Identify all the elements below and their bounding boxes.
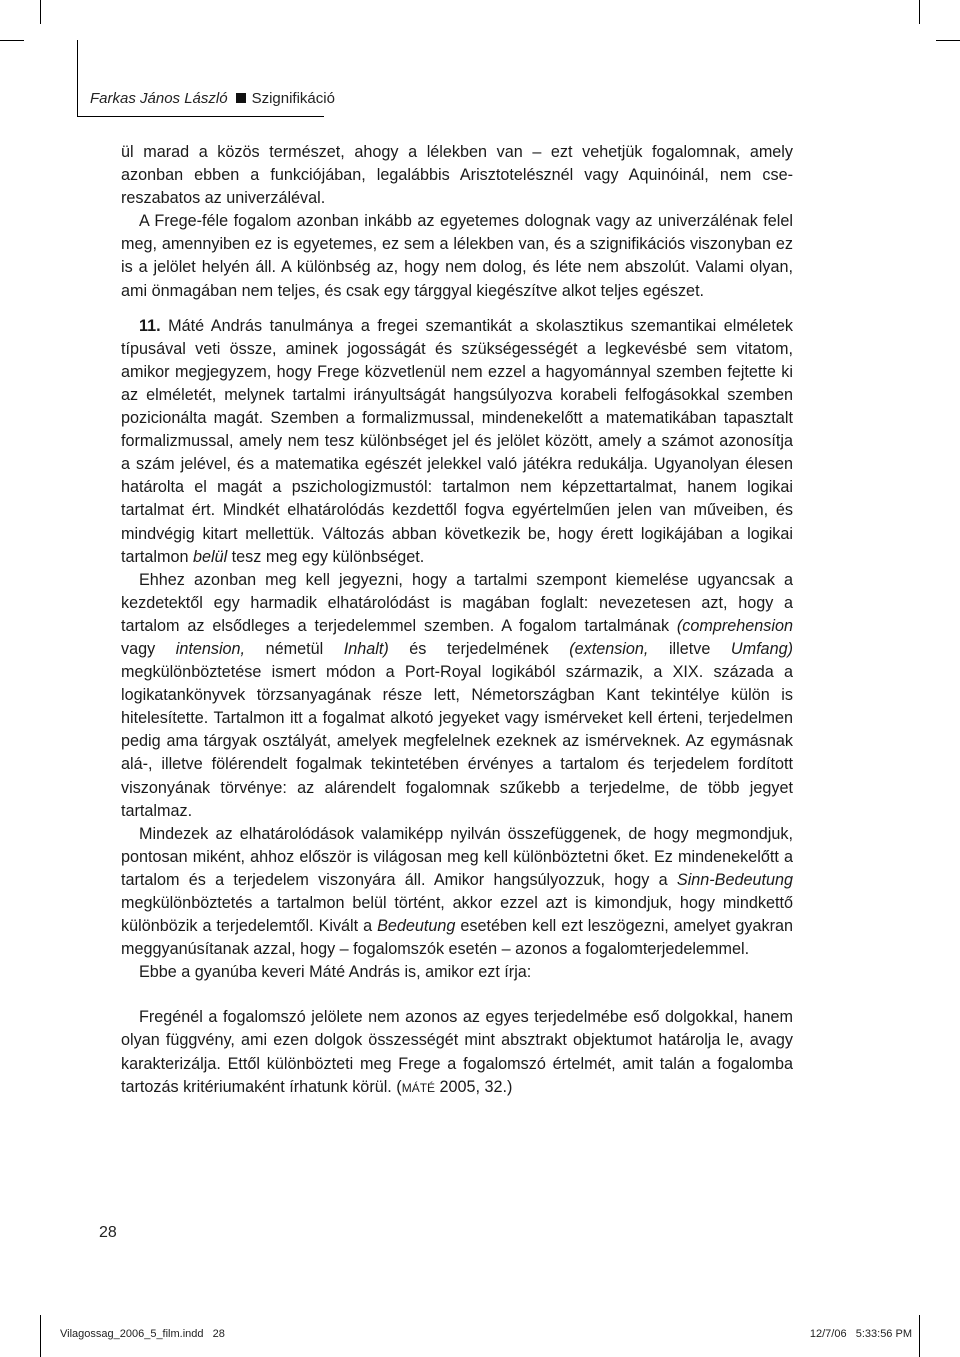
crop-mark-top-right-v — [919, 0, 920, 24]
term-inhalt: Inhalt) — [343, 639, 389, 658]
paragraph-4-text-e: illetve — [648, 639, 731, 658]
paragraph-11 — [121, 315, 793, 569]
running-header — [90, 90, 335, 107]
footer-date-info: 12/7/06 5:33:56 PM — [809, 1328, 912, 1340]
crop-mark-top-left-v — [40, 0, 41, 24]
header-topic: Szignifikáció — [251, 90, 335, 107]
page-number: 28 — [99, 1224, 117, 1241]
term-intension: intension, — [175, 639, 246, 658]
paragraph-5-text-a: Mindezek az elhatárolódások valamiképp nyilván összefüggenek, de hogy megmondjuk, pontosan miként, ahhoz először is világosan meg kell különböztetni őket. Ez mindenekelőtt a tartalom és a terjedelem viszonyára áll. Amikor hangsúlyozzuk, hogy a — [121, 824, 793, 889]
section-number: 11. — [139, 316, 161, 335]
term-bedeutung: Bedeutung — [377, 917, 456, 936]
block-quote — [121, 1006, 793, 1099]
crop-mark-bottom-left — [40, 1315, 41, 1357]
paragraph-2: A Frege-féle fogalom azonban inkább az egyetemes dolognak vagy az univerzálénak felel meg, amennyiben ez is egyetemes, ez sem a lélekben van, és a szignifikációs viszonyban ez is a jelölet helyén áll. A különbség az, hogy nem dolog, és léte nem abszolút. Valami olyan, ami önmagában nem teljes, és csak egy tárggyal kiegészítve alkot teljes egészet. — [121, 212, 793, 300]
paragraph-11-emphasis: belül — [192, 547, 228, 566]
paragraph-11-text-b: tesz meg egy különbséget. — [227, 547, 425, 566]
crop-mark-top-left-h — [0, 40, 24, 41]
crop-mark-top-right-h — [936, 40, 960, 41]
paragraph-4 — [121, 569, 793, 823]
term-umfang: Umfang) — [730, 639, 793, 658]
crop-mark-bottom-right — [919, 1315, 920, 1357]
article-body — [121, 141, 793, 1100]
paragraph-6: Ebbe a gyanúba keveri Máté András is, amikor ezt írja: — [139, 963, 532, 982]
paragraph-4-text-f: megkülönböztetése ismert módon a Port-Royal logikából származik, a XIX. százada a logikatankönyvek törzsanyagának része lett, Németországban Kant tekintélye külön is hitelesítette. Tartalmon itt a fogalmat alkotó jegyeket vagy ismérveket kell érteni, terjedelmen pedig ama tárgyak osztályát, amelyek megfelelnek ezeknek az ismérveknek. Az egymásnak alá-, illetve fölérendelt fogalmak tekintetében érvényes a tartalom és terjedelem fordított viszonyának törvénye: az alárendelt fogalomnak szűkebb a terjedelme, de több jegyet tartalmaz. — [121, 663, 793, 820]
header-rule-vertical — [77, 40, 78, 117]
paragraph-5 — [121, 823, 793, 962]
quote-text-a: Fregénél a fogalomszó jelölete nem azonos az egyes terjedelmébe eső dolgokkal, hanem olyan függvény, ami ezen dolgok összességét mint absztrakt objektumot határolja le, avagy karakterizálja. Ettől különbözteti meg Frege a fogalomszó értelmét, amit talán a fogalomba tartozás kritériumaként írhatunk körül. ( — [121, 1008, 793, 1096]
paragraph-5-text-c: esetében kell ezt leszögezni, amelyet gyakran meggyanúsítanak azzal, hogy – fogalomszók esetén – azonos a fogalomterjedelemmel. — [121, 917, 793, 959]
paragraph-1: ül marad a közös természet, ahogy a lélekben van – ezt vehetjük fogalomnak, amely azonban ebben a funkciójában, legalábbis Arisztotelésznél vagy Aquinóinál, nem csereszabatos az univerzáléval. — [121, 143, 793, 208]
paragraph-11-text-a: Máté András tanulmánya a fregei szemantikát a skolasztikus szemantikai elméletek típusával veti össze, aminek jogosságát és szükségességét a legkevésbé sem vitatom, amikor megjegyzem, hogy Frege közvetlenül nem ezzel a hagyománnyal szemben fejtette ki az elméletét, melynek tartalmi irányultságát hangsúlyozva korabeli felfogásokkal szemben pozicionálta magát. Szemben a formalizmussal, mindenekelőtt a matematikában tapasztalt formalizmussal, amely nem tesz különbséget jel és jelölet között, amely a számot azonosítja a szám jelével, és a matematika egészét jelekkel való játékra redukálja. Ugyanolyan élesen határolta el magát a pszichologizmustól: tartalmon nem képzettartalmat, hanem logikai tartalmat ért. Mindkét elhatárolódás kezdettől fogva egyértelműen jelen van műveiben, és mindvégig kitart mellettük. Változás abban következik be, hogy érett logikájában a logikai tartalmon — [121, 316, 793, 566]
header-rule-horizontal — [77, 116, 324, 117]
footer-file-info: Vilagossag_2006_5_film.indd 28 — [60, 1328, 225, 1340]
quote-text-b: 2005, 32.) — [435, 1077, 513, 1096]
square-bullet-icon — [236, 93, 246, 103]
paragraph-4-text-d: és terjedelmének — [388, 639, 570, 658]
term-comprehension: (comprehension — [676, 616, 793, 635]
paragraph-4-text-b: vagy — [121, 639, 176, 658]
header-author: Farkas János László — [90, 90, 228, 107]
paragraph-5-text-b: megkülönböztetés a tartalmon belül történt, akkor ezzel azt is kimondjuk, hogy mindkettő különbözik a terjedelemtől. Kivált a — [121, 894, 793, 936]
term-sinn-bedeutung: Sinn-Bedeutung — [676, 870, 793, 889]
paragraph-4-text-c: németül — [245, 639, 344, 658]
paragraph-4-text-a: Ehhez azonban meg kell jegyezni, hogy a tartalmi szempont kiemelése ugyancsak a kezdetektől egy harmadik elhatárolódást is magában foglalt: nevezetesen azt, hogy a tartalom az elsődleges a terjedelemmel szemben. A fogalom tartalmának — [121, 570, 793, 635]
term-extension: (extension, — [569, 639, 649, 658]
quote-author-smallcaps: MÁTÉ — [401, 1080, 436, 1095]
